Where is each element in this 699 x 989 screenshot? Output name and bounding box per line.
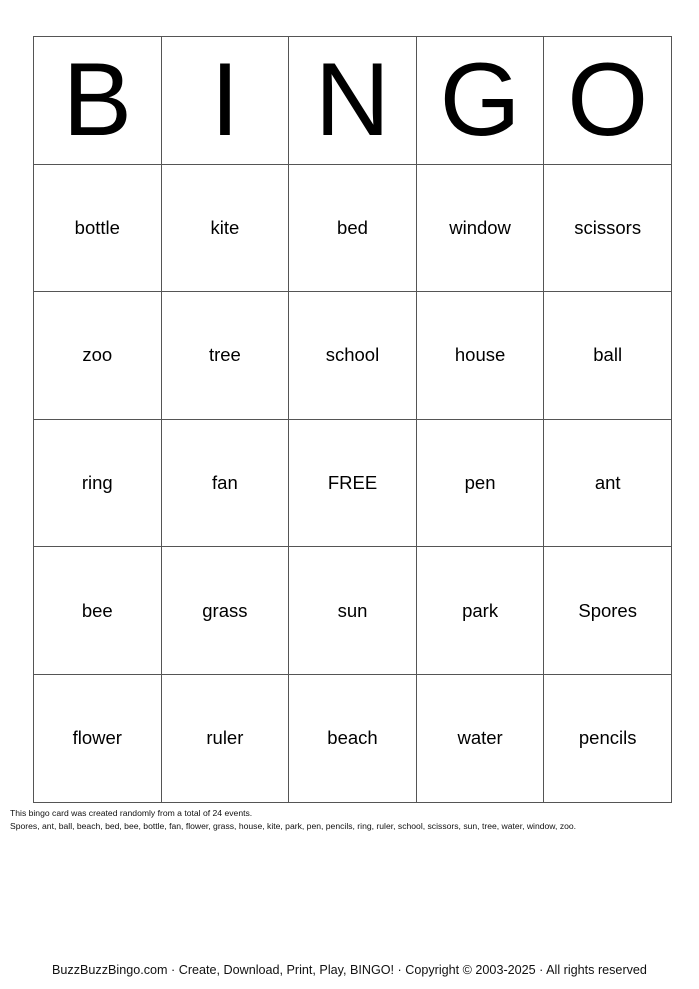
card-cell: ball — [544, 292, 672, 420]
header-row — [34, 37, 672, 165]
card-cell: bed — [289, 164, 417, 292]
card-cell: grass — [161, 547, 289, 675]
header-letter-b: B — [34, 37, 162, 165]
card-cell: kite — [161, 164, 289, 292]
card-cell: pencils — [544, 674, 672, 802]
card-cell: ruler — [161, 674, 289, 802]
card-cell: bee — [34, 547, 162, 675]
card-row — [34, 674, 672, 802]
card-row — [34, 419, 672, 547]
header-letter-n: N — [289, 37, 417, 165]
card-cell: scissors — [544, 164, 672, 292]
card-cell: fan — [161, 419, 289, 547]
card-note — [10, 807, 576, 833]
header-letter-i: I — [161, 37, 289, 165]
bingo-card — [33, 36, 672, 803]
free-space-cell: FREE — [289, 419, 417, 547]
card-cell: sun — [289, 547, 417, 675]
card-cell: tree — [161, 292, 289, 420]
header-letter-g: G — [416, 37, 544, 165]
card-cell: water — [416, 674, 544, 802]
card-cell: ring — [34, 419, 162, 547]
note-word-list: Spores, ant, ball, beach, bed, bee, bottle, fan, flower, grass, house, kite, park, pen, pencils, ring, ruler, school, scissors, sun, tree, water, window, zoo. — [10, 821, 577, 831]
card-cell: Spores — [544, 547, 672, 675]
card-cell: beach — [289, 674, 417, 802]
card-row — [34, 547, 672, 675]
card-cell: zoo — [34, 292, 162, 420]
card-cell: school — [289, 292, 417, 420]
card-cell: window — [416, 164, 544, 292]
card-cell: pen — [416, 419, 544, 547]
card-cell: bottle — [34, 164, 162, 292]
card-cell: park — [416, 547, 544, 675]
header-letter-o: O — [544, 37, 672, 165]
card-cell: ant — [544, 419, 672, 547]
card-row — [34, 164, 672, 292]
footer-copyright: BuzzBuzzBingo.com · Create, Download, Print, Play, BINGO! · Copyright © 2003-2025 · All rights reserved — [52, 963, 647, 977]
card-cell: flower — [34, 674, 162, 802]
card-cell: house — [416, 292, 544, 420]
note-summary: This bingo card was created randomly from a total of 24 events. — [10, 808, 253, 818]
card-row — [34, 292, 672, 420]
